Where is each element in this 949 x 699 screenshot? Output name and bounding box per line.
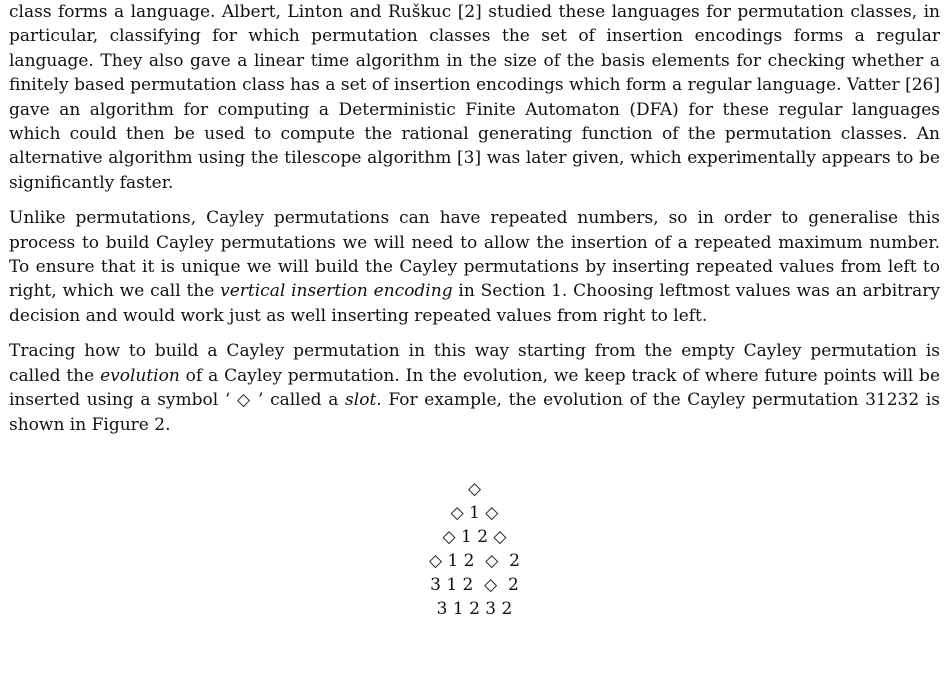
evolution-step: 3 1 2 3 2 bbox=[436, 598, 513, 619]
paragraph-text: class forms a language. Albert, Linton and Ruškuc [2] studied these languages for permutation classes, in particular, classifying for which permutation classes the set of insertion encodings forms a regular language. They also gave a linear time algorithm in the size of the basis elements for checking whether a finitely based permutation class has a set of insertion encodings which form a regular language. Vatter [26] gave an algorithm for computing a Deterministic Finite Automaton (DFA) for these regular languages which could then be used to compute the rational generating function of the permutation classes. An alternative algorithm using the tilescope algorithm [3] was later given, which experimentally appears to be significantly faster. bbox=[9, 2, 940, 193]
paragraph-evolution bbox=[9, 339, 940, 437]
term-slot: slot bbox=[345, 390, 377, 411]
paragraph-text: in Section 1. Choosing leftmost values was an arbitrary decision and would work just as well inserting repeated values from right to left. bbox=[9, 281, 941, 326]
paragraph-text: of a Cayley permutation. In the evolution, we keep track of where future points will be inserted using a symbol ‘ ◇ ’ called a bbox=[9, 365, 940, 411]
evolution-step: ◇ 1 ◇ bbox=[450, 502, 499, 523]
evolution-step: 3 1 2 ◇ 2 bbox=[430, 574, 519, 595]
evolution-step: ◇ bbox=[467, 478, 482, 499]
evolution-figure bbox=[9, 477, 940, 621]
term-vertical-insertion-encoding: vertical insertion encoding bbox=[220, 281, 453, 302]
paragraph-insertion-encoding-history bbox=[9, 0, 940, 195]
paragraph-text: . For example, the evolution of the Cayley permutation 31232 is shown in Figure 2. bbox=[9, 390, 940, 435]
evolution-step: ◇ 1 2 ◇ bbox=[442, 526, 507, 547]
term-evolution: evolution bbox=[100, 365, 180, 386]
paragraph-vertical-insertion bbox=[9, 206, 940, 328]
paragraph-text: Unlike permutations, Cayley permutations can have repeated numbers, so in order to generalise this process to build Cayley permutations we will need to allow the insertion of a repeated maximum number. To ensure that it is unique we will build the Cayley permutations by inserting repeated values from left to right, which we call the bbox=[9, 208, 940, 302]
paragraph-text: Tracing how to build a Cayley permutation in this way starting from the empty Cayley permutation is called the bbox=[9, 341, 940, 386]
evolution-step: ◇ 1 2 ◇ 2 bbox=[428, 550, 521, 571]
